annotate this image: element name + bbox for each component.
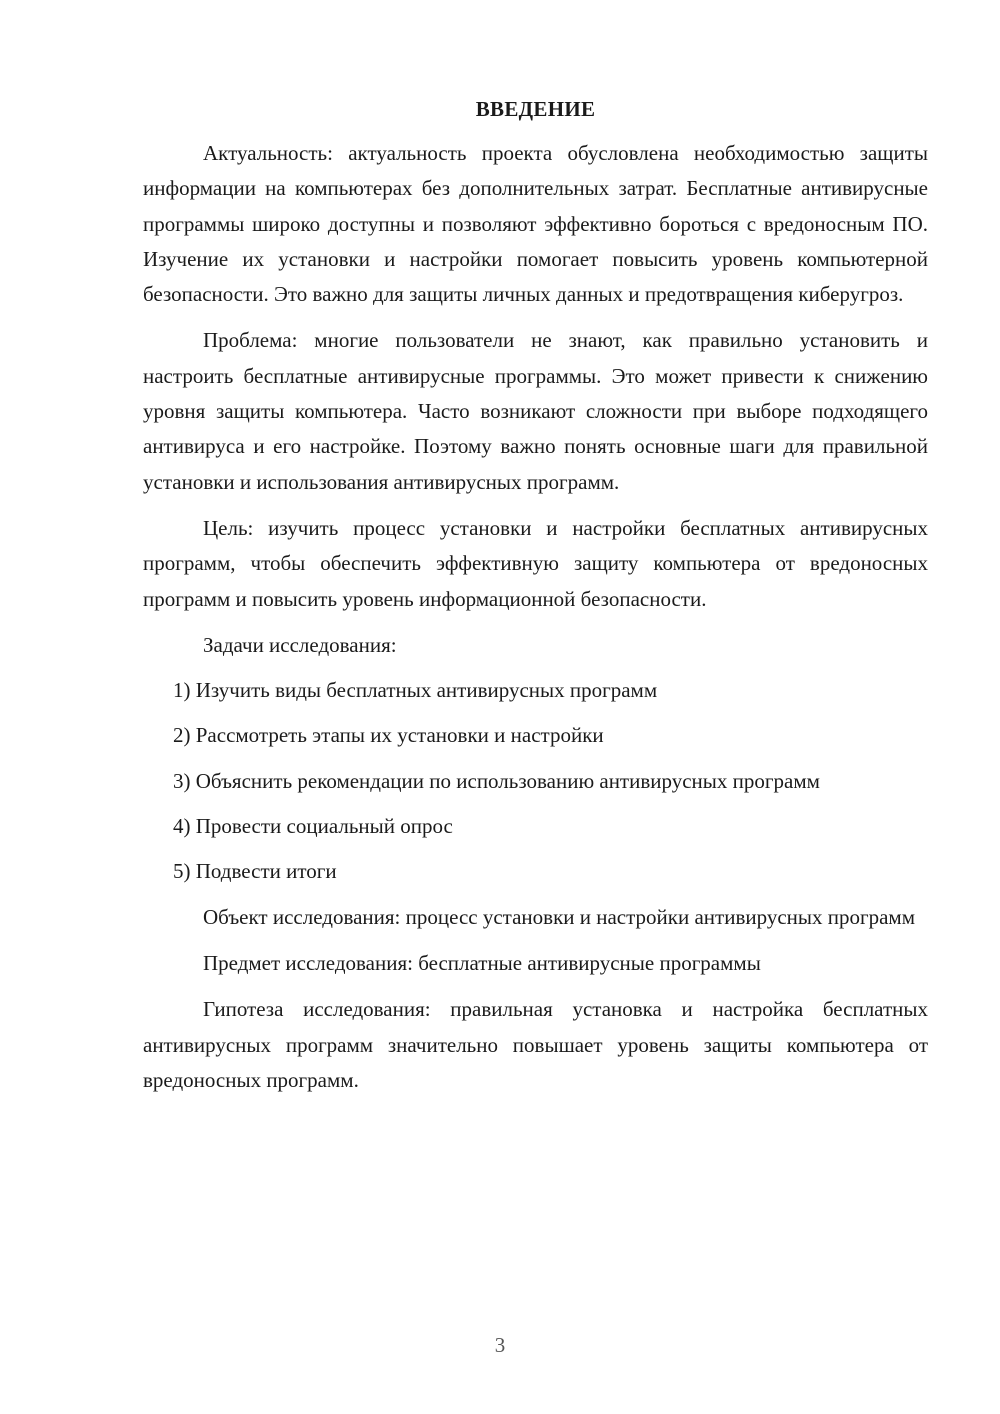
paragraph-goal: Цель: изучить процесс установки и настройки бесплатных антивирусных программ, чтобы обеспечить эффективную защиту компьютера от вредоносных программ и повысить уровень информационной безопасности. <box>143 515 928 611</box>
tasks-title: Задачи исследования: <box>203 632 397 657</box>
paragraph-hypothesis: Гипотеза исследования: правильная установка и настройка бесплатных антивирусных программ значительно повышает уровень защиты компьютера от вредоносных программ. <box>143 997 928 1092</box>
task-item-2: 2) Рассмотреть этапы их установки и настройки <box>173 723 604 748</box>
paragraph-subject: Предмет исследования: бесплатные антивирусные программы <box>203 950 761 975</box>
document-page <box>143 92 928 1109</box>
task-item-1: 1) Изучить виды бесплатных антивирусных программ <box>173 678 658 703</box>
task-item-4: 4) Провести социальный опрос <box>173 814 453 839</box>
paragraph-object: Объект исследования: процесс установки и настройки антивирусных программ <box>203 904 916 929</box>
paragraph-relevance: Актуальность: актуальность проекта обусловлена необходимостью защиты информации на компьютерах без дополнительных затрат. Бесплатные антивирусные программы широко доступны и позволяют эффективно бороться с вредоносным ПО. Изучение их установки и настройки помогает повысить уровень компьютерной безопасности. Это важно для защиты личных данных и предотвращения киберугроз. <box>143 141 928 307</box>
section-heading: ВВЕДЕНИЕ <box>475 97 596 121</box>
paragraph-problem: Проблема: многие пользователи не знают, как правильно установить и настроить бесплатные антивирусные программы. Это может привести к снижению уровня защиты компьютера. Часто возникают сложности при выборе подходящего антивируса и его настройке. Поэтому важно понять основные шаги для правильной установки и использования антивирусных программ. <box>143 328 928 494</box>
page-number: 3 <box>494 1333 506 1357</box>
task-item-3: 3) Объяснить рекомендации по использованию антивирусных программ <box>173 768 820 793</box>
tasks-list <box>143 673 928 889</box>
task-item-5: 5) Подвести итоги <box>173 859 337 884</box>
